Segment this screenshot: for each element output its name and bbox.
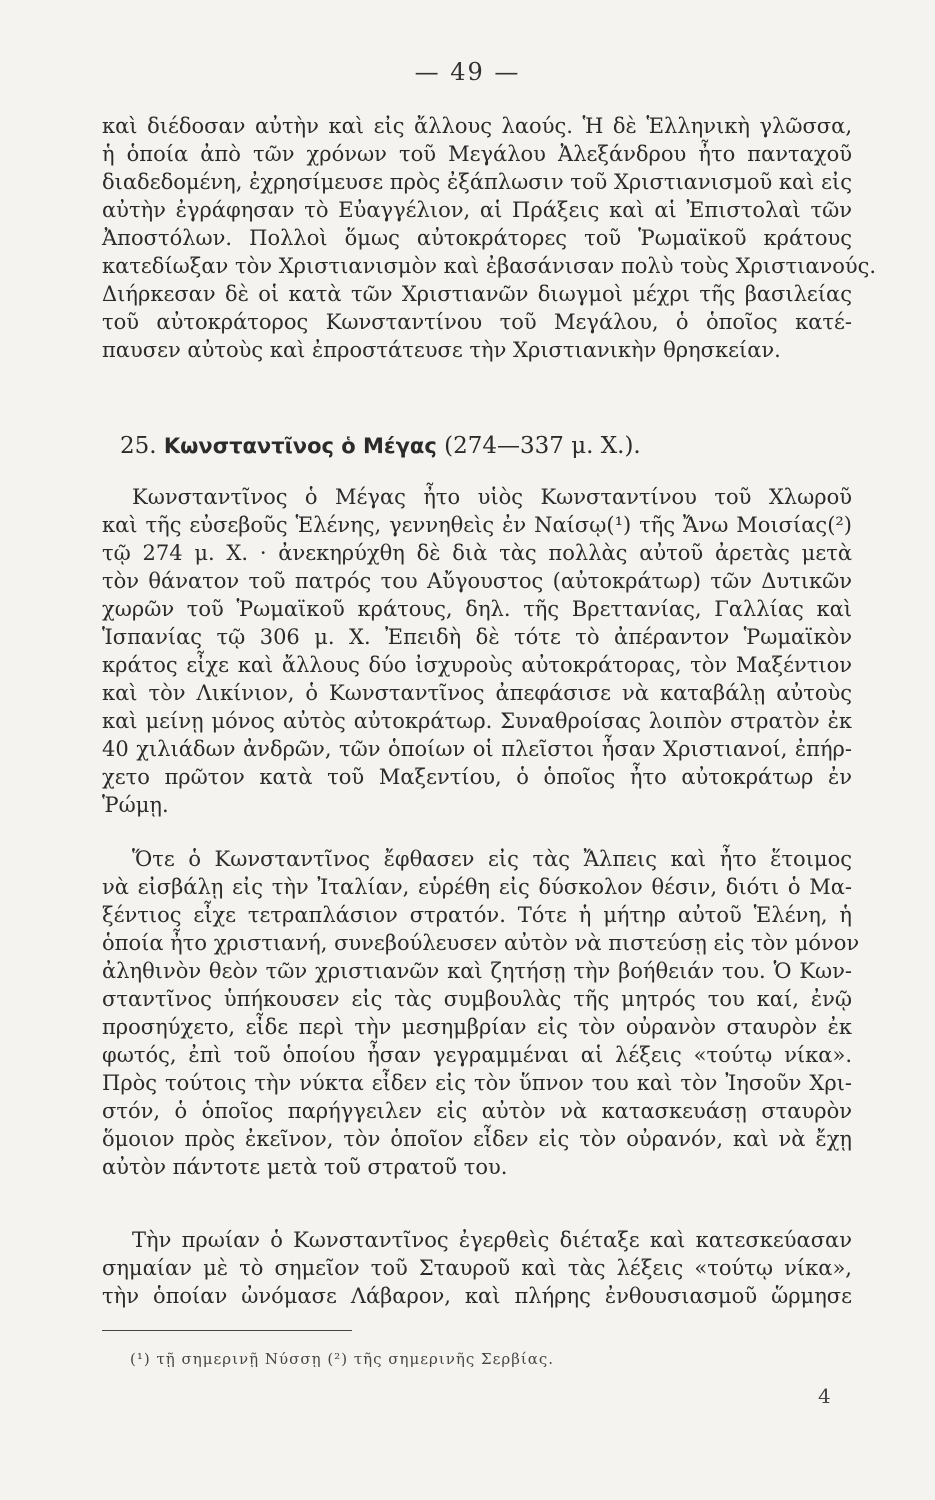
text-line: παυσεν αὐτοὺς καὶ ἐπροστάτευσε τὴν Χριστιανικὴν θρησκείαν. — [102, 338, 781, 362]
text-line: ὁποία ἦτο χριστιανή, συνεβούλευσεν αὐτὸν νὰ πιστεύσῃ εἰς τὸν μόνον — [102, 931, 860, 955]
text-line: Πρὸς τούτοις τὴν νύκτα εἶδεν εἰς τὸν ὕπνον του καὶ τὸν Ἰησοῦν Χρι- — [102, 1071, 852, 1095]
text-line: διαδεδομένη, ἐχρησίμευσε πρὸς ἐξάπλωσιν τοῦ Χριστιανισμοῦ καὶ εἰς — [102, 170, 853, 194]
text-line: καὶ μείνῃ μόνος αὐτὸς αὐτοκράτωρ. Συναθροίσας λοιπὸν στρατὸν ἐκ — [102, 709, 852, 733]
text-line: Τὴν πρωίαν ὁ Κωνσταντῖνος ἐγερθεὶς διέταξε καὶ κατεσκεύασαν — [132, 1228, 852, 1252]
section-dates: (274—337 μ. Χ.). — [444, 433, 641, 459]
text-line: νὰ εἰσβάλῃ εἰς τὴν Ἰταλίαν, εὑρέθη εἰς δύσκολον θέσιν, διότι ὁ Μα- — [102, 875, 852, 899]
text-line: ὅμοιον πρὸς ἐκεῖνον, τὸν ὁποῖον εἶδεν εἰς τὸν οὐρανόν, καὶ νὰ ἔχῃ — [102, 1127, 852, 1151]
text-line: σταντῖνος ὑπήκουσεν εἰς τὰς συμβουλὰς τῆς μητρός του καί, ἐνῷ — [102, 987, 852, 1011]
paragraph-4 — [102, 1226, 852, 1310]
paragraph-2 — [102, 483, 852, 819]
section-heading — [120, 431, 840, 461]
section-number: 25. — [120, 433, 157, 459]
text-line: φωτός, ἐπὶ τοῦ ὁποίου ἦσαν γεγραμμέναι αἱ λέξεις «τούτῳ νίκα». — [102, 1043, 852, 1067]
text-line: Ἱσπανίας τῷ 306 μ. Χ. Ἐπειδὴ δὲ τότε τὸ ἀπέραντον Ῥωμαϊκὸν — [102, 625, 852, 649]
section-title: Κωνσταντῖνος ὁ Μέγας — [163, 434, 437, 458]
text-line: τὸν θάνατον τοῦ πατρός του Αὔγουστος (αὐτοκράτωρ) τῶν Δυτικῶν — [102, 569, 852, 593]
text-line: Ῥώμῃ. — [102, 793, 169, 817]
page-number: — 49 — — [414, 58, 521, 86]
text-line: καὶ τῆς εὐσεβοῦς Ἑλένης, γεννηθεὶς ἐν Ναίσῳ(¹) τῆς Ἄνω Μοισίας(²) — [102, 513, 852, 537]
paragraph-3 — [102, 845, 860, 1181]
text-line: Κωνσταντῖνος ὁ Μέγας ἦτο υἱὸς Κωνσταντίνου τοῦ Χλωροῦ — [132, 485, 852, 509]
text-line: τοῦ αὐτοκράτορος Κωνσταντίνου τοῦ Μεγάλου, ὁ ὁποῖος κατέ- — [102, 310, 852, 334]
text-line: καὶ διέδοσαν αὐτὴν καὶ εἰς ἄλλους λαούς. Ἡ δὲ Ἑλληνικὴ γλῶσσα, — [102, 114, 852, 138]
text-line: Ἀποστόλων. Πολλοὶ ὅμως αὐτοκράτορες τοῦ Ῥωμαϊκοῦ κράτους — [102, 226, 852, 250]
signature-mark: 4 — [818, 1384, 831, 1408]
text-line: στόν, ὁ ὁποῖος παρήγγειλεν εἰς αὐτὸν νὰ κατασκευάσῃ σταυρὸν — [102, 1099, 852, 1123]
text-line: κράτος εἶχε καὶ ἄλλους δύο ἰσχυροὺς αὐτοκράτορας, τὸν Μαξέντιον — [102, 653, 852, 677]
text-line: χωρῶν τοῦ Ῥωμαϊκοῦ κράτους, δηλ. τῆς Βρεττανίας, Γαλλίας καὶ — [102, 597, 852, 621]
text-line: χετο πρῶτον κατὰ τοῦ Μαξεντίου, ὁ ὁποῖος ἦτο αὐτοκράτωρ ἐν — [102, 765, 852, 789]
paragraph-1 — [102, 112, 877, 364]
footnote: (¹) τῇ σημερινῇ Νύσσῃ (²) τῆς σημερινῆς Σερβίας. — [130, 1350, 555, 1368]
text-line: αὐτὴν ἐγράφησαν τὸ Εὐαγγέλιον, αἱ Πράξεις καὶ αἱ Ἐπιστολαὶ τῶν — [102, 198, 852, 222]
text-line: προσηύχετο, εἶδε περὶ τὴν μεσημβρίαν εἰς τὸν οὐρανὸν σταυρὸν ἐκ — [102, 1015, 852, 1039]
text-line: σημαίαν μὲ τὸ σημεῖον τοῦ Σταυροῦ καὶ τὰς λέξεις «τούτῳ νίκα», — [102, 1256, 852, 1280]
text-line: τῷ 274 μ. Χ. · ἀνεκηρύχθη δὲ διὰ τὰς πολλὰς αὐτοῦ ἀρετὰς μετὰ — [102, 541, 852, 565]
text-line: ἀληθινὸν θεὸν τῶν χριστιανῶν καὶ ζητήσῃ τὴν βοήθειάν του. Ὁ Κων- — [102, 959, 852, 983]
text-line: ἡ ὁποία ἀπὸ τῶν χρόνων τοῦ Μεγάλου Ἀλεξάνδρου ἦτο πανταχοῦ — [102, 142, 852, 166]
footnote-divider — [102, 1330, 352, 1331]
text-line: τὴν ὁποίαν ὠνόμασε Λάβαρον, καὶ πλήρης ἐνθουσιασμοῦ ὥρμησε — [102, 1284, 852, 1308]
text-line: Ὅτε ὁ Κωνσταντῖνος ἔφθασεν εἰς τὰς Ἄλπεις καὶ ἦτο ἕτοιμος — [132, 847, 852, 871]
text-line: ξέντιος εἶχε τετραπλάσιον στρατόν. Τότε ἡ μήτηρ αὐτοῦ Ἑλένη, ἡ — [102, 903, 852, 927]
text-line: 40 χιλιάδων ἀνδρῶν, τῶν ὁποίων οἱ πλεῖστοι ἦσαν Χριστιανοί, ἐπήρ- — [102, 737, 852, 761]
text-line: κατεδίωξαν τὸν Χριστιανισμὸν καὶ ἐβασάνισαν πολὺ τοὺς Χριστιανούς. — [102, 254, 877, 278]
text-line: καὶ τὸν Λικίνιον, ὁ Κωνσταντῖνος ἀπεφάσισε νὰ καταβάλῃ αὐτοὺς — [102, 681, 852, 705]
text-line: Διήρκεσαν δὲ οἱ κατὰ τῶν Χριστιανῶν διωγμοὶ μέχρι τῆς βασιλείας — [102, 282, 852, 306]
text-line: αὐτὸν πάντοτε μετὰ τοῦ στρατοῦ του. — [102, 1155, 508, 1179]
